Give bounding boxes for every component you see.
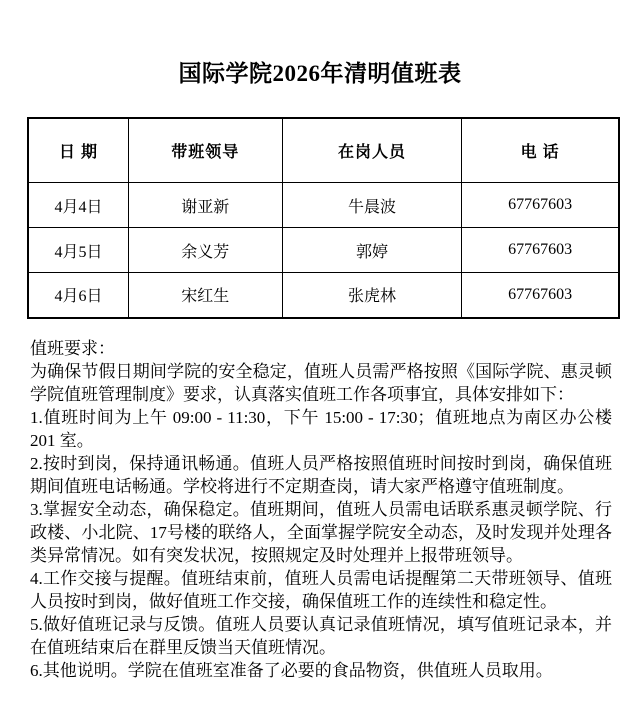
cell-on-duty-staff: 牛晨波 (282, 183, 462, 228)
requirements-intro: 为确保节假日期间学院的安全稳定，值班人员需严格按照《国际学院、惠灵顿学院值班管理制度》要求，认真落实值班工作各项事宜，具体安排如下： (30, 361, 612, 404)
cell-date: 4月5日 (28, 228, 128, 273)
cell-duty-leader: 谢亚新 (128, 183, 282, 228)
header-date: 日 期 (28, 118, 128, 183)
header-phone: 电 话 (462, 118, 619, 183)
page-title: 国际学院2026年清明值班表 (178, 61, 462, 86)
cell-phone: 67767603 (462, 228, 619, 273)
cell-phone: 67767603 (462, 273, 619, 318)
table-row (28, 183, 619, 228)
cell-date: 4月4日 (28, 183, 128, 228)
cell-duty-leader: 余义芳 (128, 228, 282, 273)
requirement-item-5: 5.做好值班记录与反馈。值班人员要认真记录值班情况，填写值班记录本，并在值班结束后在群里反馈当天值班情况。 (30, 614, 612, 657)
requirement-item-2: 2.按时到岗，保持通讯畅通。值班人员严格按照值班时间按时到岗，确保值班期间值班电话畅通。学校将进行不定期查岗，请大家严格遵守值班制度。 (30, 453, 612, 496)
requirements-heading: 值班要求： (30, 338, 115, 358)
cell-duty-leader: 宋红生 (128, 273, 282, 318)
table-header-row (28, 118, 619, 183)
cell-on-duty-staff: 张虎林 (282, 273, 462, 318)
cell-phone: 67767603 (462, 183, 619, 228)
header-duty-leader: 带班领导 (128, 118, 282, 183)
duty-schedule-table (27, 117, 620, 319)
cell-on-duty-staff: 郭婷 (282, 228, 462, 273)
requirement-item-1: 1.值班时间为上午 09:00 - 11:30，下午 15:00 - 17:30；值班地点为南区办公楼 201 室。 (30, 407, 612, 450)
table-row (28, 228, 619, 273)
duty-requirements-section (30, 337, 612, 682)
requirement-item-3: 3.掌握安全动态，确保稳定。值班期间，值班人员需电话联系惠灵顿学院、行政楼、小北院、17号楼的联络人，全面掌握学院安全动态，及时发现并处理各类异常情况。如有突发状况，按照规定及时处理并上报带班领导。 (30, 499, 612, 565)
header-on-duty-staff: 在岗人员 (282, 118, 462, 183)
requirement-item-4: 4.工作交接与提醒。值班结束前，值班人员需电话提醒第二天带班领导、值班人员按时到岗，做好值班工作交接，确保值班工作的连续性和稳定性。 (30, 568, 612, 611)
cell-date: 4月6日 (28, 273, 128, 318)
table-row (28, 273, 619, 318)
requirement-item-6: 6.其他说明。学院在值班室准备了必要的食品物资，供值班人员取用。 (30, 660, 553, 680)
